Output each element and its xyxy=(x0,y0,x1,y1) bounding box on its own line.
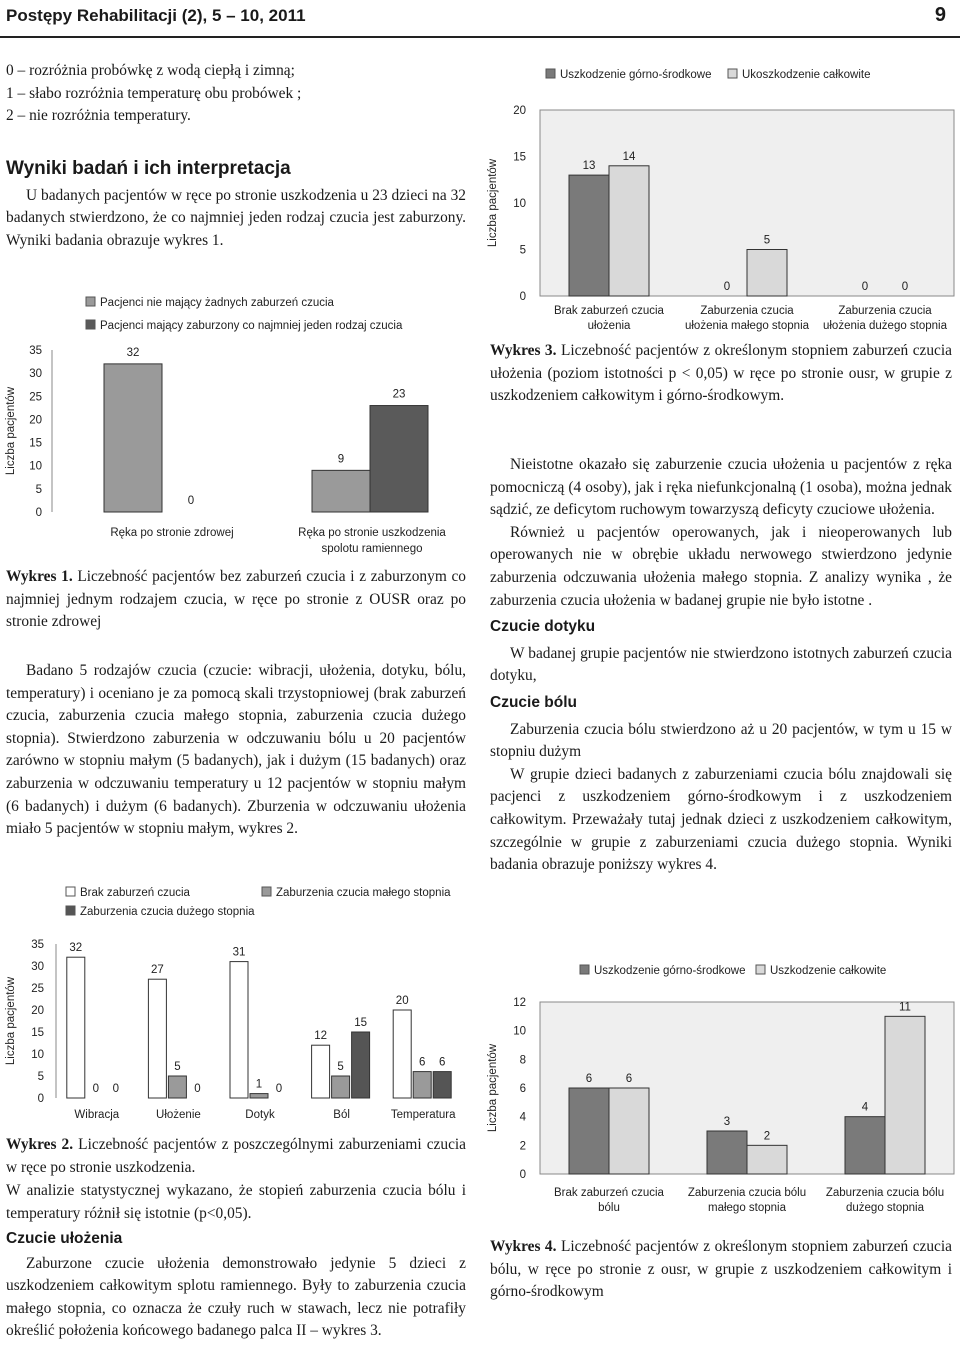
figure-2-caption xyxy=(6,1134,466,1179)
bar xyxy=(609,166,649,296)
bar xyxy=(609,1088,649,1174)
legend-swatch xyxy=(66,906,75,915)
subsection-title-dotyku: Czucie dotyku xyxy=(490,618,596,636)
y-tick-label: 4 xyxy=(519,1111,526,1124)
data-label: 6 xyxy=(438,1056,446,1069)
x-tick-label: Brak zaburzeń czucia xyxy=(554,1187,664,1199)
data-label: 0 xyxy=(723,281,731,293)
figure-1-caption xyxy=(6,566,466,634)
stat-paragraph-block xyxy=(6,1180,466,1225)
x-tick-label: Zaburzenia czucia xyxy=(700,305,794,317)
data-label: 0 xyxy=(194,1083,201,1095)
x-tick-label: ułożenia dużego stopnia xyxy=(822,320,948,332)
figure-3-caption xyxy=(490,340,952,408)
x-tick-label: Ręka po stronie uszkodzenia xyxy=(298,527,446,539)
bar xyxy=(413,1072,431,1098)
y-tick-label: 8 xyxy=(519,1054,526,1067)
bar xyxy=(67,957,85,1098)
y-axis-label: Liczba pacjentów xyxy=(487,1043,499,1133)
scale-item-1: 1 – słabo rozróżnia temperaturę obu probówek ; xyxy=(6,84,302,102)
data-label: 6 xyxy=(585,1073,593,1085)
figure-4-text: Liczebność pacjentów z określonym stopniem zaburzeń czucia bólu, w ręce po stronie z ousr, w grupie z uszkodzeniem całkowitym i górno-środkowym xyxy=(490,1238,952,1301)
y-tick-label: 15 xyxy=(29,437,42,450)
bar xyxy=(393,1010,411,1098)
data-label: 15 xyxy=(354,1017,367,1029)
chart-wykres-4 xyxy=(484,956,958,1232)
right-text-block xyxy=(490,454,952,877)
data-label: 0 xyxy=(92,1083,100,1095)
y-tick-label: 0 xyxy=(519,1169,526,1181)
y-tick-label: 0 xyxy=(519,291,526,303)
results-section xyxy=(6,158,466,252)
x-tick-label: Dotyk xyxy=(245,1109,275,1121)
x-tick-label: dużego stopnia xyxy=(845,1202,925,1214)
x-tick-label: Brak zaburzeń czucia xyxy=(554,305,664,317)
data-label: 27 xyxy=(151,964,164,977)
bar xyxy=(569,1088,609,1174)
data-label: 5 xyxy=(174,1061,181,1073)
scale-list xyxy=(6,60,466,128)
data-label: 11 xyxy=(899,1001,911,1014)
y-tick-label: 12 xyxy=(513,997,526,1009)
legend-label: Pacjenci nie mający żadnych zaburzeń czucia xyxy=(100,297,334,309)
legend-label: Zaburzenia czucia dużego stopnia xyxy=(80,906,255,918)
y-tick-label: 10 xyxy=(29,460,42,473)
y-tick-label: 0 xyxy=(35,507,42,519)
bar xyxy=(312,470,370,512)
journal-title: Postępy Rehabilitacji (2), 5 – 10, 2011 xyxy=(6,6,306,25)
legend-label: Uszkodzenie górno-środkowe xyxy=(560,69,712,81)
bar xyxy=(569,175,609,296)
legend-swatch xyxy=(546,69,555,78)
y-tick-label: 5 xyxy=(35,483,42,496)
y-tick-label: 30 xyxy=(31,961,44,973)
data-label: 0 xyxy=(275,1083,283,1095)
figure-3-label: Wykres 3. xyxy=(490,342,557,359)
y-tick-label: 20 xyxy=(513,105,526,117)
x-tick-label: Zaburzenia czucia bólu xyxy=(825,1187,945,1199)
y-axis-label: Liczba pacjentów xyxy=(5,386,17,476)
data-label: 14 xyxy=(622,150,636,163)
bar xyxy=(104,364,162,512)
x-tick-label: ułożenia małego stopnia xyxy=(684,320,810,332)
legend-swatch xyxy=(66,887,75,896)
chart-wykres-3 xyxy=(484,58,958,338)
x-tick-label: spolotu ramiennego xyxy=(321,543,423,555)
data-label: 0 xyxy=(112,1083,120,1095)
bar xyxy=(747,1145,787,1174)
bar xyxy=(433,1072,451,1098)
y-tick-label: 35 xyxy=(29,345,42,357)
bar xyxy=(747,250,787,297)
y-tick-label: 35 xyxy=(31,939,44,951)
y-tick-label: 15 xyxy=(513,151,526,164)
data-label: 6 xyxy=(625,1073,633,1085)
figure-1-text: Liczebność pacjentów bez zaburzeń czucia i z zaburzonym co najmniej jednym rodzajem czucia, w ręce po stronie z OUSR oraz po stronie zdrowej xyxy=(6,568,466,631)
data-label: 32 xyxy=(126,346,140,359)
x-tick-label: Temperatura xyxy=(390,1109,456,1121)
bar xyxy=(148,979,166,1098)
bar xyxy=(885,1016,925,1174)
data-label: 0 xyxy=(901,281,909,293)
y-tick-label: 30 xyxy=(29,368,42,381)
data-label: 2 xyxy=(763,1130,771,1143)
method-paragraph-block xyxy=(6,660,466,841)
figure-4-label: Wykres 4. xyxy=(490,1238,557,1255)
y-tick-label: 6 xyxy=(519,1083,526,1095)
x-tick-label: Zaburzenia czucia xyxy=(838,305,932,317)
x-tick-label: bólu xyxy=(598,1202,620,1214)
figure-2-label: Wykres 2. xyxy=(6,1136,74,1153)
right-paragraph-1: Nieistotne okazało się zaburzenie czucia ułożenia u pacjentów z ręka pomocniczą (4 osoby), jak i ręka niefunkcjonalną (1 osoba), można jednak sądzić, ze deficytom ruchowym towarzyszą deficyty czuciowe ułożenia. xyxy=(490,456,952,519)
x-tick-label: Ręka po stronie zdrowej xyxy=(110,527,234,539)
x-tick-label: ułożenia xyxy=(587,320,631,332)
data-label: 32 xyxy=(69,942,83,955)
chart-wykres-2 xyxy=(0,880,470,1130)
bar xyxy=(312,1045,330,1098)
x-tick-label: Ból xyxy=(333,1109,350,1121)
bolu-paragraph-1: Zaburzenia czucia bólu stwierdzono aż u 20 pacjentów, w tym u 15 w stopniu dużym xyxy=(490,720,952,761)
bar xyxy=(370,406,428,512)
x-tick-label: Ułożenie xyxy=(156,1109,201,1121)
bar xyxy=(332,1076,350,1098)
data-label: 3 xyxy=(723,1116,731,1128)
figure-2-text: Liczebność pacjentów z poszczególnymi zaburzeniami czucia w ręce po stronie uszkodzenia. xyxy=(6,1136,467,1176)
legend-swatch xyxy=(756,965,765,974)
legend-label: Zaburzenia czucia małego stopnia xyxy=(276,887,451,899)
scale-item-2: 2 – nie rozróżnia temperatury. xyxy=(6,107,191,125)
data-label: 31 xyxy=(232,946,246,959)
data-label: 9 xyxy=(337,453,345,466)
subsection-title-ulozenia: Czucie ułożenia xyxy=(6,1230,123,1247)
bar xyxy=(230,962,248,1098)
figure-4-caption xyxy=(490,1236,952,1304)
legend-label: Uszkodzenie całkowite xyxy=(770,965,887,977)
x-tick-label: Wibracja xyxy=(74,1109,120,1121)
x-tick-label: Zaburzenia czucia bólu xyxy=(687,1187,807,1199)
y-tick-label: 10 xyxy=(513,1025,526,1038)
data-label: 20 xyxy=(395,995,409,1007)
y-tick-label: 5 xyxy=(519,244,526,257)
legend-label: Uszkodzenie górno-środkowe xyxy=(594,965,746,977)
bar xyxy=(352,1032,370,1098)
figure-1-label: Wykres 1. xyxy=(6,568,73,585)
y-tick-label: 20 xyxy=(31,1005,44,1017)
legend-label: Pacjenci mający zaburzony co najmniej jeden rodzaj czucia xyxy=(100,320,403,332)
ulozenia-paragraph: Zaburzone czucie ułożenia demonstrowało jedynie 5 dzieci z uszkodzeniem całkowitym splotu ramiennego. Były to zaburzenia czucia małego stopnia, co oznacza że czuły ruch w stawach, lecz nie potrafiły określić położenia końcowego badanego palca II – wykres 3. xyxy=(6,1254,466,1340)
y-tick-label: 10 xyxy=(513,198,526,210)
data-label: 23 xyxy=(392,388,406,401)
data-label: 12 xyxy=(314,1030,327,1043)
bar xyxy=(168,1076,186,1098)
page-header xyxy=(0,0,960,38)
legend-label: Brak zaburzeń czucia xyxy=(80,887,190,899)
section-title: Wyniki badań i ich interpretacja xyxy=(6,158,291,179)
page-number: 9 xyxy=(934,4,946,26)
legend-label: Ukoszkodzenie całkowite xyxy=(742,69,871,81)
data-label: 5 xyxy=(763,234,771,247)
bar xyxy=(250,1094,268,1098)
y-tick-label: 0 xyxy=(37,1093,44,1105)
legend-swatch xyxy=(728,69,737,78)
dotyku-paragraph: W badanej grupie pacjentów nie stwierdzono istotnych zaburzeń czucia dotyku, xyxy=(490,644,952,685)
legend-swatch xyxy=(262,887,271,896)
data-label: 5 xyxy=(337,1061,344,1073)
y-tick-label: 25 xyxy=(31,983,44,995)
data-label: 0 xyxy=(187,495,195,507)
legend-swatch xyxy=(86,297,95,306)
data-label: 13 xyxy=(582,160,596,173)
subsection-title-bolu: Czucie bólu xyxy=(490,693,577,711)
scale-item-0: 0 – rozróżnia probówkę z wodą ciepłą i zimną; xyxy=(6,62,295,79)
bolu-paragraph-2: W grupie dzieci badanych z zaburzeniami czucia bólu znajdowali się pacjenci z uszkodzeniem górno-środkowym i z uszkodzeniem całkowitym. Przeważały tutaj jednak dzieci z uszkodzeniem całkowitym, szczególnie w grupie z zaburzeniami czucia dużego stopnia. Wyniki badania obrazuje poniższy wykres 4. xyxy=(490,765,952,874)
chart-wykres-1 xyxy=(0,284,470,562)
y-axis-label: Liczba pacjentów xyxy=(5,976,17,1066)
legend-swatch xyxy=(580,965,589,974)
y-tick-label: 2 xyxy=(519,1140,526,1153)
intro-paragraph: U badanych pacjentów w ręce po stronie uszkodzenia u 23 dzieci na 32 badanych stwierdzono, że co najmniej jeden rodzaj czucia jest zaburzony. Wyniki badania obrazuje wykres 1. xyxy=(6,186,466,249)
ulozenia-section xyxy=(6,1228,466,1343)
data-label: 4 xyxy=(861,1101,869,1114)
x-tick-label: małego stopnia xyxy=(708,1202,786,1214)
legend-swatch xyxy=(86,320,95,329)
stat-paragraph: W analizie statystycznej wykazano, że stopień zaburzenia czucia bólu i temperatury różnił się istotnie (p<0,05). xyxy=(6,1182,466,1222)
y-tick-label: 15 xyxy=(31,1027,44,1039)
data-label: 6 xyxy=(418,1056,426,1069)
y-tick-label: 20 xyxy=(29,414,42,427)
y-axis-label: Liczba pacjentów xyxy=(487,158,499,248)
y-tick-label: 10 xyxy=(31,1049,44,1061)
method-paragraph: Badano 5 rodzajów czucia (czucie: wibracji, ułożenia, dotyku, bólu, temperatury) i oceniano je za pomocą skali trzystopniowej (brak zaburzeń czucia, zaburzenia czucia małego stopnia, zaburzenia czucia dużego stopnia). Stwierdzono zaburzenia w odczuwaniu bólu u 20 pacjentów zarówno w stopniu małym (5 badanych), jak i dużym (15 badanych) oraz zaburzenia w odczuwaniu temperatury u 12 pacjentów w stopniu małym (6 badanych) i dużym (6 badanych). Zburzenia w odczuwaniu ułożenia miało 5 pacjentów w stopniu małym, wykres 2. xyxy=(6,662,466,838)
bar xyxy=(707,1131,747,1174)
data-label: 0 xyxy=(861,281,869,293)
bar xyxy=(845,1117,885,1174)
data-label: 1 xyxy=(255,1078,263,1091)
y-tick-label: 5 xyxy=(37,1071,44,1083)
right-paragraph-2: Również u pacjentów operowanych, jak i nieoperowanych lub operowanych nie w obrębie układu nerwowego stwierdzono jedynie zaburzenia odczuwania ułożenia małego stopnia. Z analizy wynika , że zaburzenia czucia ułożenia w badanej grupie nie było istotne . xyxy=(490,523,952,609)
y-tick-label: 25 xyxy=(29,391,42,404)
figure-3-text: Liczebność pacjentów z określonym stopniem zaburzeń czucia ułożenia (poziom istotności p < 0,05) w ręce po stronie ousr, w grupie z uszkodzeniem całkowitym i górno-środkowym. xyxy=(490,342,952,405)
